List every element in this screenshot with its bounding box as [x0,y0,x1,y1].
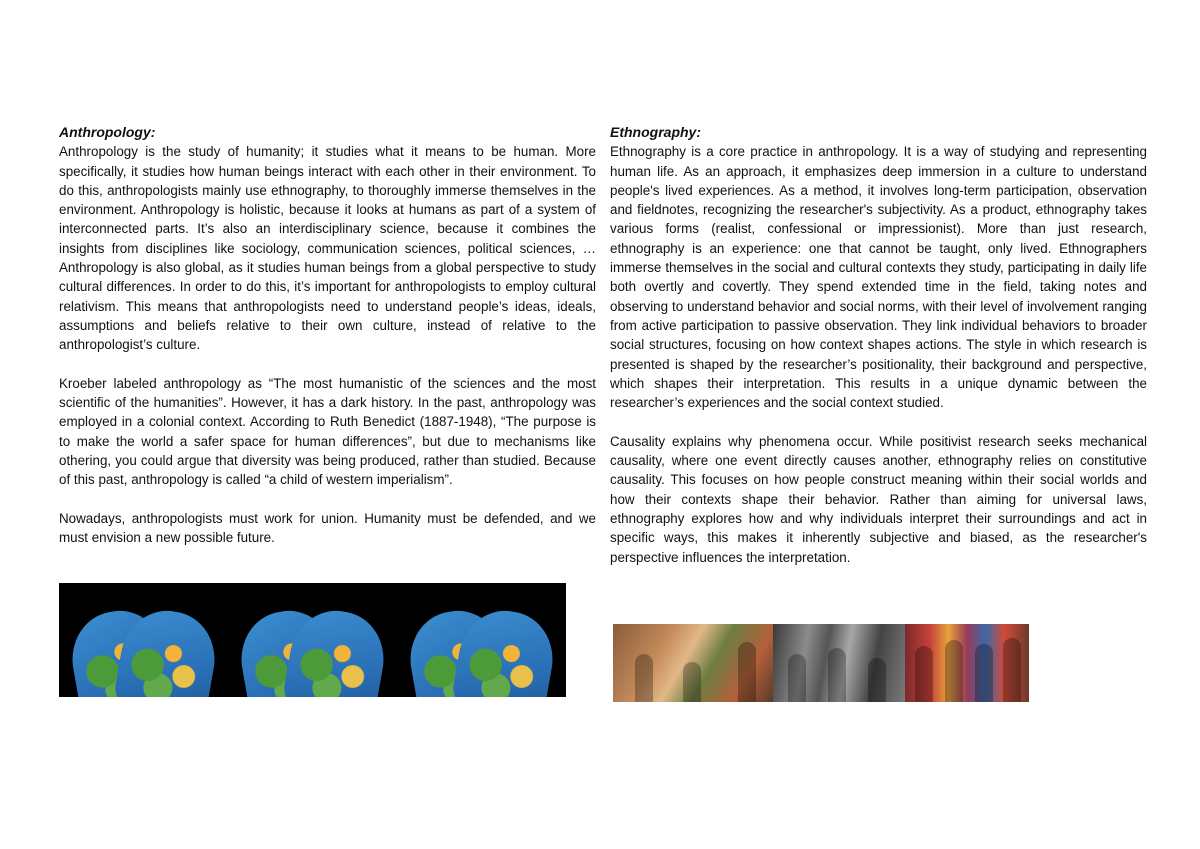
anthropology-heading: Anthropology: [59,124,156,140]
anthropology-paragraph-2: Kroeber labeled anthropology as “The most humanistic of the sciences and the most scientific of the humanities”. However, it has a dark history. In the past, anthropology was employed in a colonial context. According to Ruth Benedict (1887-1948), “The purpose is to make the world a safer space for human differences”, but due to mechanisms like othering, you could argue that diversity was being produced, rather than studied. Because of this past, anthropology is called “a child of western imperialism”. [59,375,596,488]
person-silhouette [683,662,701,702]
person-silhouette [635,654,653,702]
ethnography-heading: Ethnography: [610,124,701,140]
anthropology-column [59,123,596,548]
ethnography-paragraph-2: Causality explains why phenomena occur. While positivist research seeks mechanical causality, where one event directly causes another, ethnography relies on constitutive causality. This focuses on how people construct meaning within their social worlds and how their contexts shape their behavior. Rather than aiming for universal laws, ethnography explores how and why individuals interpret their surroundings and act in specific ways, this makes it inherently subjective and biased, as the researcher's perspective influences the interpretation. [610,433,1147,565]
anthropology-paragraph-1: Anthropology is the study of humanity; it studies what it means to be human. More specifically, it studies how human beings interact with each other in their environment. To do this, anthropologists mainly use ethnography, to thoroughly immerse themselves in the environment. Anthropology is holistic, because it looks at humans as part of a system of interconnected parts. It’s also an interdisciplinary science, because it combines the insights from disciplines like sociology, communication sciences, political sciences, … Anthropology is also global, as it studies human beings from a global perspective to study cultural differences. In order to do this, it’s important for anthropologists to employ cultural relativism. This means that anthropologists need to understand people’s ideas, ideals, assumptions and beliefs relative to their own culture, instead of relative to the anthropologist’s culture. [59,144,596,353]
hands-globe-panel-3 [397,583,566,697]
ethnography-column [610,123,1147,567]
hands-globe-panel-2 [228,583,397,697]
ethnography-paragraph-1: Ethnography is a core practice in anthropology. It is a way of studying and representing human life. As an approach, it emphasizes deep immersion in a culture to understand people's lived experiences. As a method, it involves long-term participation, observation and fieldnotes, recognizing the researcher's subjectivity. As a product, ethnography takes various forms (realist, confessional or impressionist). More than just research, ethnography is an experience: one that cannot be taught, only lived. Ethnographers immerse themselves in the social and cultural contexts they study, participating in daily life both overtly and covertly. They spend extended time in the field, taking notes and observing to understand behavior and social norms, with their level of involvement ranging from active participation to passive observation. They link individual behaviors to broader social structures, focusing on how context shapes actions. The style in which research is presented is shaped by the researcher’s positionality, their background and perspective, which shapes their interpretation. This results in a unique dynamic between the researcher’s experiences and the social context studied. [610,144,1147,411]
anthropology-paragraph-3: Nowadays, anthropologists must work for union. Humanity must be defended, and we must envision a new possible future. [59,510,596,546]
fieldwork-photo-bw [773,624,905,702]
hands-globe-panel-1 [59,583,228,697]
person-silhouette [738,642,756,702]
person-silhouette [868,658,886,702]
person-silhouette [945,640,963,702]
person-silhouette [915,646,933,702]
ethnography-photos [613,624,1029,702]
person-silhouette [1003,638,1021,702]
person-silhouette [828,648,846,702]
community-group-photo [905,624,1029,702]
painted-hands-world-map-image [59,583,566,697]
person-silhouette [975,644,993,702]
person-silhouette [788,654,806,702]
fieldwork-photo-color [613,624,773,702]
